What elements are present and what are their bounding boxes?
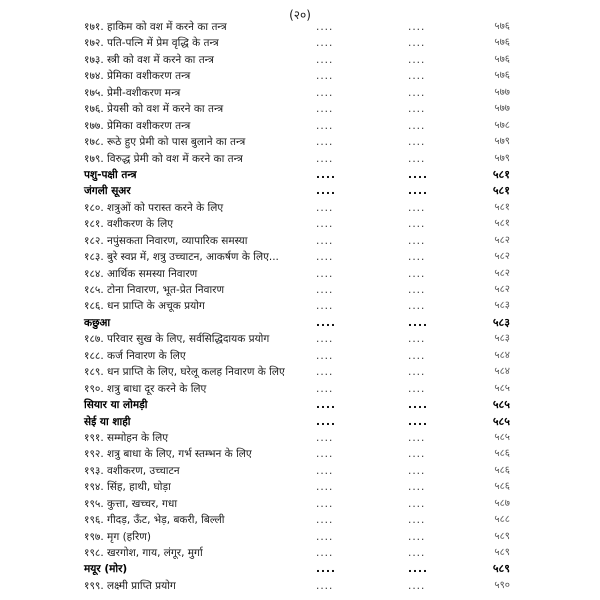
leader-dots: .... — [408, 103, 426, 116]
leader-dots: .... — [316, 431, 334, 444]
page-ref: ५८४ — [494, 349, 510, 361]
leader-dots: .... — [408, 547, 426, 559]
index-entry-row — [0, 529, 600, 545]
section-heading: सेई या शाही — [84, 415, 131, 428]
entry-title: १७८. रूठे हुए प्रेमी को पास बुलाने का तन्त्र — [84, 136, 246, 149]
index-entry-row — [0, 266, 600, 282]
leader-dots: .... — [408, 251, 426, 264]
leader-dots: .... — [316, 136, 334, 149]
leader-dots: .... — [408, 382, 426, 395]
entry-title: १९१. सम्मोहन के लिए — [84, 431, 169, 444]
index-entry-row — [0, 35, 600, 51]
page-ref: ५८२ — [494, 234, 510, 246]
leader-dots: .... — [316, 415, 336, 428]
leader-dots: .... — [408, 284, 426, 296]
section-heading-row — [0, 167, 600, 183]
index-entry-row — [0, 134, 600, 150]
index-entry-row — [0, 101, 600, 117]
section-heading: मयूर (मोर) — [84, 563, 128, 576]
leader-dots: .... — [316, 547, 334, 559]
leader-dots: .... — [408, 185, 428, 198]
index-entry-row — [0, 463, 600, 479]
leader-dots: .... — [316, 185, 336, 198]
leader-dots: .... — [316, 86, 334, 99]
section-heading-row — [0, 183, 600, 199]
leader-dots: .... — [408, 530, 426, 543]
index-entry-row — [0, 282, 600, 298]
entry-title: १८०. शत्रुओं को परास्त करने के लिए — [84, 201, 224, 214]
index-entry-row — [0, 512, 600, 528]
entry-title: १७४. प्रेमिका वशीकरण तन्त्र — [84, 70, 191, 83]
leader-dots: .... — [408, 21, 426, 33]
leader-dots: .... — [408, 399, 428, 412]
leader-dots: .... — [408, 70, 426, 83]
leader-dots: .... — [316, 168, 336, 181]
page-ref: ५७८ — [494, 119, 510, 131]
leader-dots: .... — [408, 37, 426, 50]
page-ref: ५८६ — [494, 464, 510, 476]
entry-title: १८२. नपुंसकता निवारण, व्यापारिक समस्या — [84, 234, 248, 247]
entry-title: १९८. खरगोश, गाय, लंगूर, मुर्गा — [84, 547, 203, 559]
leader-dots: .... — [316, 152, 334, 165]
page-ref: ५७९ — [494, 152, 510, 164]
leader-dots: .... — [408, 152, 426, 165]
entry-title: १९६. गीदड़, ऊँट, भेड़, बकरी, बिल्ली — [84, 514, 225, 527]
page-ref: ५८८ — [494, 514, 510, 526]
page-ref: ५८४ — [494, 366, 510, 378]
index-entry-row — [0, 233, 600, 249]
index-entry-row — [0, 19, 600, 35]
page-ref: ५८५ — [494, 382, 510, 394]
entry-title: १७१. हाकिम को वश में करने का तन्त्र — [84, 21, 227, 33]
page-ref: ५८६ — [494, 448, 510, 460]
page-ref: ५७६ — [494, 70, 510, 82]
entry-title: १९२. शत्रु बाधा के लिए, गर्भ स्तम्भन के लिए — [84, 448, 252, 461]
page-ref: ५८१ — [492, 184, 510, 198]
index-entry-row — [0, 118, 600, 134]
leader-dots: .... — [316, 579, 334, 592]
page-ref: ५८१ — [494, 201, 510, 213]
section-heading-row — [0, 397, 600, 413]
leader-dots: .... — [316, 37, 334, 50]
leader-dots: .... — [408, 86, 426, 99]
leader-dots: .... — [408, 448, 426, 461]
index-entry-row — [0, 298, 600, 314]
page-ref: ५८१ — [494, 218, 510, 230]
index-entry-row — [0, 578, 600, 594]
page-ref: ५८१ — [492, 167, 510, 181]
leader-dots: .... — [316, 53, 334, 66]
leader-dots: .... — [316, 399, 336, 412]
entry-title: १७७. प्रेमिका वशीकरण तन्त्र — [84, 119, 191, 132]
page-ref: ५७९ — [494, 136, 510, 148]
leader-dots: .... — [316, 514, 334, 527]
leader-dots: .... — [408, 563, 428, 576]
index-entry-row — [0, 479, 600, 495]
entry-title: १७२. पति-पत्नि में प्रेम वृद्धि के तन्त्र — [84, 37, 219, 50]
leader-dots: .... — [408, 119, 426, 132]
contents-list — [0, 19, 600, 594]
page-ref: ५७७ — [494, 86, 510, 98]
leader-dots: .... — [316, 103, 334, 116]
index-entry-row — [0, 430, 600, 446]
entry-title: १७५. प्रेमी-वशीकरण मन्त्र — [84, 86, 181, 99]
page-ref: ५८९ — [492, 562, 510, 576]
entry-title: १८७. परिवार सुख के लिए, सर्वसिद्धिदायक प्रयोग — [84, 333, 270, 346]
page-ref: ५८५ — [494, 431, 510, 443]
page-ref: ५८५ — [492, 414, 510, 428]
leader-dots: .... — [408, 349, 426, 362]
page-ref: ५८३ — [494, 333, 510, 345]
entry-title: १९५. कुत्ता, खच्चर, गधा — [84, 497, 178, 510]
leader-dots: .... — [316, 563, 336, 576]
index-entry-row — [0, 545, 600, 561]
page-ref: ५८२ — [494, 251, 510, 263]
entry-title: १९४. सिंह, हाथी, घोड़ा — [84, 481, 171, 494]
leader-dots: .... — [408, 300, 426, 313]
leader-dots: .... — [408, 415, 428, 428]
leader-dots: .... — [408, 316, 428, 329]
leader-dots: .... — [408, 497, 426, 510]
leader-dots: .... — [316, 497, 334, 510]
section-heading-row — [0, 414, 600, 430]
leader-dots: .... — [408, 53, 426, 66]
page-ref: ५८६ — [494, 481, 510, 493]
index-entry-row — [0, 348, 600, 364]
index-entry-row — [0, 249, 600, 265]
leader-dots: .... — [316, 316, 336, 329]
index-entry-row — [0, 364, 600, 380]
section-heading: पशु-पक्षी तन्त्र — [84, 168, 137, 181]
page-ref: ५८३ — [492, 315, 510, 329]
leader-dots: .... — [316, 218, 334, 231]
leader-dots: .... — [408, 514, 426, 527]
index-entry-row — [0, 151, 600, 167]
entry-title: १९७. मृग (हरिण) — [84, 530, 151, 543]
index-entry-row — [0, 496, 600, 512]
leader-dots: .... — [316, 366, 334, 379]
leader-dots: .... — [408, 366, 426, 379]
leader-dots: .... — [316, 119, 334, 132]
leader-dots: .... — [408, 267, 426, 280]
entry-title: १८८. कर्ज निवारण के लिए — [84, 349, 186, 362]
leader-dots: .... — [316, 284, 334, 296]
page-ref: ५८७ — [494, 497, 510, 509]
leader-dots: .... — [316, 70, 334, 83]
page-ref: ५७६ — [494, 37, 510, 49]
leader-dots: .... — [316, 382, 334, 395]
section-heading: कछुआ — [84, 316, 111, 329]
leader-dots: .... — [408, 168, 428, 181]
entry-title: १७९. विरुद्ध प्रेमी को वश में करने का तन्त्र — [84, 152, 243, 165]
page-ref: ५७६ — [494, 53, 510, 65]
page-ref: ५८९ — [494, 530, 510, 542]
leader-dots: .... — [316, 448, 334, 461]
index-entry-row — [0, 68, 600, 84]
leader-dots: .... — [408, 234, 426, 247]
page-ref: ५९० — [494, 579, 510, 591]
index-entry-row — [0, 446, 600, 462]
leader-dots: .... — [316, 333, 334, 346]
entry-title: १८५. टोना निवारण, भूत-प्रेत निवारण — [84, 284, 225, 296]
leader-dots: .... — [408, 218, 426, 231]
section-heading: सियार या लोमड़ी — [84, 399, 148, 412]
page-ref: ५८२ — [494, 284, 510, 295]
entry-title: १९०. शत्रु बाधा दूर करने के लिए — [84, 382, 207, 395]
section-heading-row — [0, 315, 600, 331]
index-entry-row — [0, 52, 600, 68]
leader-dots: .... — [316, 201, 334, 214]
entry-title: १८६. धन प्राप्ति के अचूक प्रयोग — [84, 300, 205, 313]
leader-dots: .... — [408, 464, 426, 477]
index-entry-row — [0, 200, 600, 216]
entry-title: १८३. बुरे स्वप्न में, शत्रु उच्चाटन, आकर्षण के लिए... — [84, 251, 279, 264]
index-entry-row — [0, 85, 600, 101]
page-ref: ५८९ — [494, 547, 510, 558]
index-entry-row — [0, 381, 600, 397]
entry-title: १९३. वशीकरण, उच्चाटन — [84, 464, 180, 477]
entry-title: १८४. आर्थिक समस्या निवारण — [84, 267, 198, 280]
section-heading: जंगली सूअर — [84, 185, 131, 198]
leader-dots: .... — [316, 267, 334, 280]
page-ref: ५८२ — [494, 267, 510, 279]
leader-dots: .... — [408, 333, 426, 346]
page-ref: ५७६ — [494, 21, 510, 32]
entry-title: १९९. लक्ष्मी प्राप्ति प्रयोग — [84, 579, 176, 592]
leader-dots: .... — [316, 251, 334, 264]
entry-title: १८१. वशीकरण के लिए — [84, 218, 174, 231]
leader-dots: .... — [316, 530, 334, 543]
leader-dots: .... — [408, 136, 426, 149]
leader-dots: .... — [316, 349, 334, 362]
section-heading-row — [0, 561, 600, 577]
leader-dots: .... — [408, 201, 426, 214]
index-entry-row — [0, 216, 600, 232]
leader-dots: .... — [408, 431, 426, 444]
leader-dots: .... — [408, 481, 426, 494]
page-ref: ५८३ — [494, 300, 510, 312]
page-ref: ५७७ — [494, 103, 510, 115]
leader-dots: .... — [316, 234, 334, 247]
page-number: (२०) — [289, 8, 311, 22]
leader-dots: .... — [408, 579, 426, 592]
page-ref: ५८५ — [492, 398, 510, 412]
entry-title: १७६. प्रेयसी को वश में करने का तन्त्र — [84, 103, 224, 116]
entry-title: १७३. स्त्री को वश में करने का तन्त्र — [84, 53, 214, 66]
leader-dots: .... — [316, 300, 334, 313]
entry-title: १८९. धन प्राप्ति के लिए, घरेलू कलह निवारण के लिए — [84, 366, 285, 379]
index-entry-row — [0, 331, 600, 347]
leader-dots: .... — [316, 481, 334, 494]
leader-dots: .... — [316, 21, 334, 33]
leader-dots: .... — [316, 464, 334, 477]
